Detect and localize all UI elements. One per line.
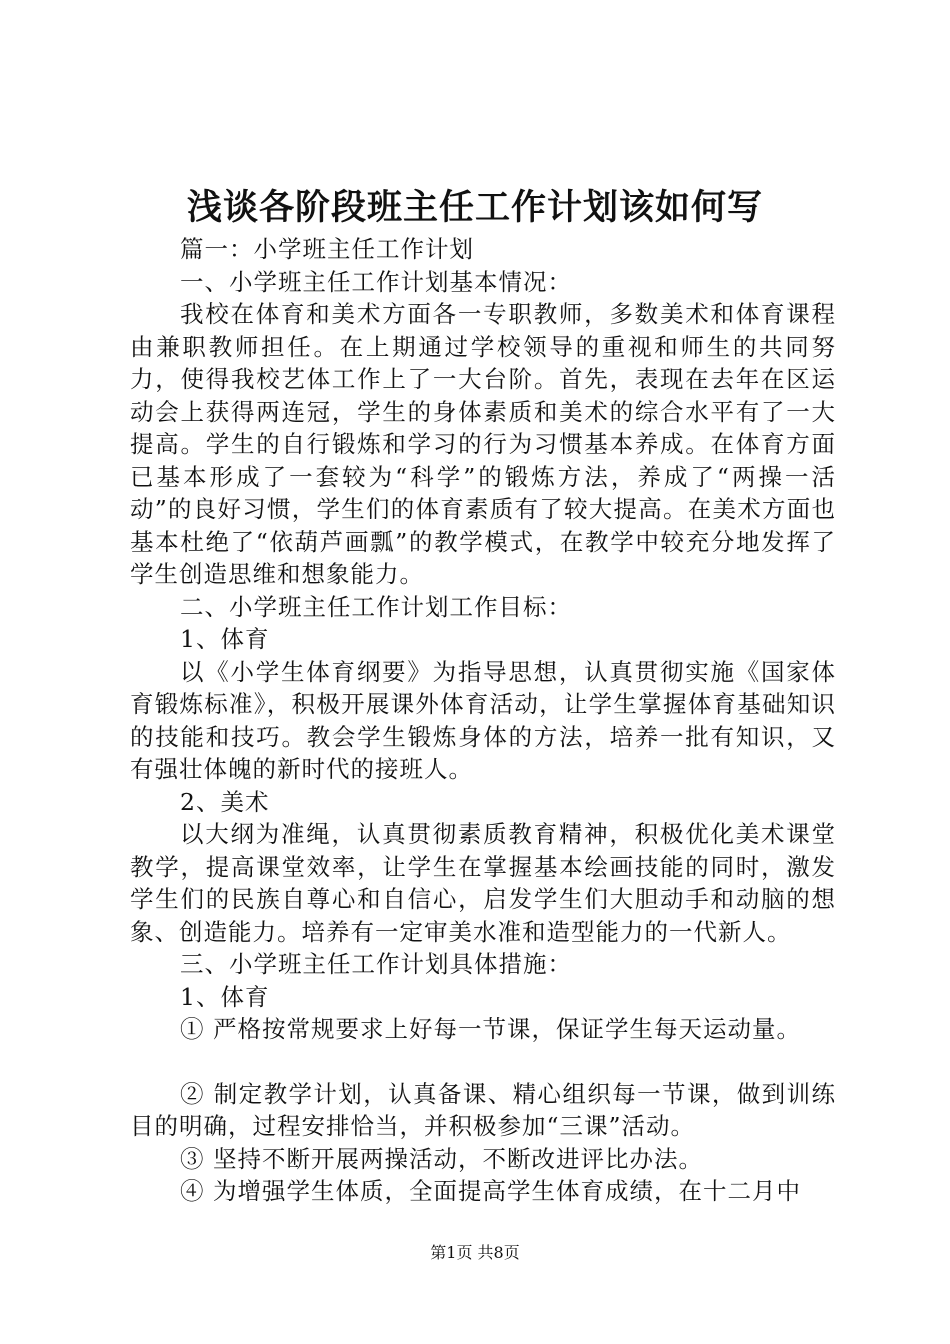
list-item: ① 严格按常规要求上好每一节课，保证学生每天运动量。 [180,1015,801,1043]
body-paragraph: 以大纲为准绳，认真贯彻素质教育精神，积极优化美术课堂教学，提高课堂效率，让学生在掌握基本绘画技能的同时，激发学生们的民族自尊心和自信心，启发学生们大胆动手和动脑的想象、创造能力。培养有一定审美水准和造型能力的一代新人。 [130,820,836,946]
section-heading: 篇一：小学班主任工作计划 [180,235,474,263]
subsection-heading: 2、美术 [180,787,270,816]
section-heading: 二、小学班主任工作计划工作目标： [180,592,572,621]
body-paragraph: 以《小学生体育纲要》为指导思想，认真贯彻实施《国家体育锻炼标准》，积极开展课外体育活动，让学生掌握体育基础知识的技能和技巧。教会学生锻炼身体的方法，培养一批有知识，又有强壮体魄的新时代的接班人。 [130,657,836,783]
document-title: 浅谈各阶段班主任工作计划该如何写 [186,187,763,228]
list-item: ② 制定教学计划，认真备课、精心组织每一节课，做到训练目的明确，过程安排恰当，并积极参加“三课”活动。 [130,1079,836,1140]
page-indicator: 第1页 共8页 [430,1243,520,1262]
subsection-heading: 1、体育 [180,625,270,653]
subsection-heading: 1、体育 [180,982,270,1011]
list-item: ③ 坚持不断开展两操活动，不断改进评比办法。 [180,1144,703,1173]
section-heading: 三、小学班主任工作计划具体措施： [180,950,572,978]
list-item: ④ 为增强学生体质，全面提高学生体育成绩，在十二月中 [180,1177,801,1205]
section-heading: 一、小学班主任工作计划基本情况： [180,267,572,296]
document-body [130,233,836,1208]
body-paragraph: 我校在体育和美术方面各一专职教师，多数美术和体育课程由兼职教师担任。在上期通过学校领导的重视和师生的共同努力，使得我校艺体工作上了一大台阶。首先，表现在去年在区运动会上获得两连冠，学生的身体素质和美术的综合水平有了一大提高。学生的自行锻炼和学习的行为习惯基本养成。在体育方面已基本形成了一套较为“科学”的锻炼方法，养成了“两操一活动”的良好习惯，学生们的体育素质有了较大提高。在美术方面也基本杜绝了“依葫芦画瓢”的教学模式，在教学中较充分地发挥了学生创造思维和想象能力。 [130,300,836,588]
